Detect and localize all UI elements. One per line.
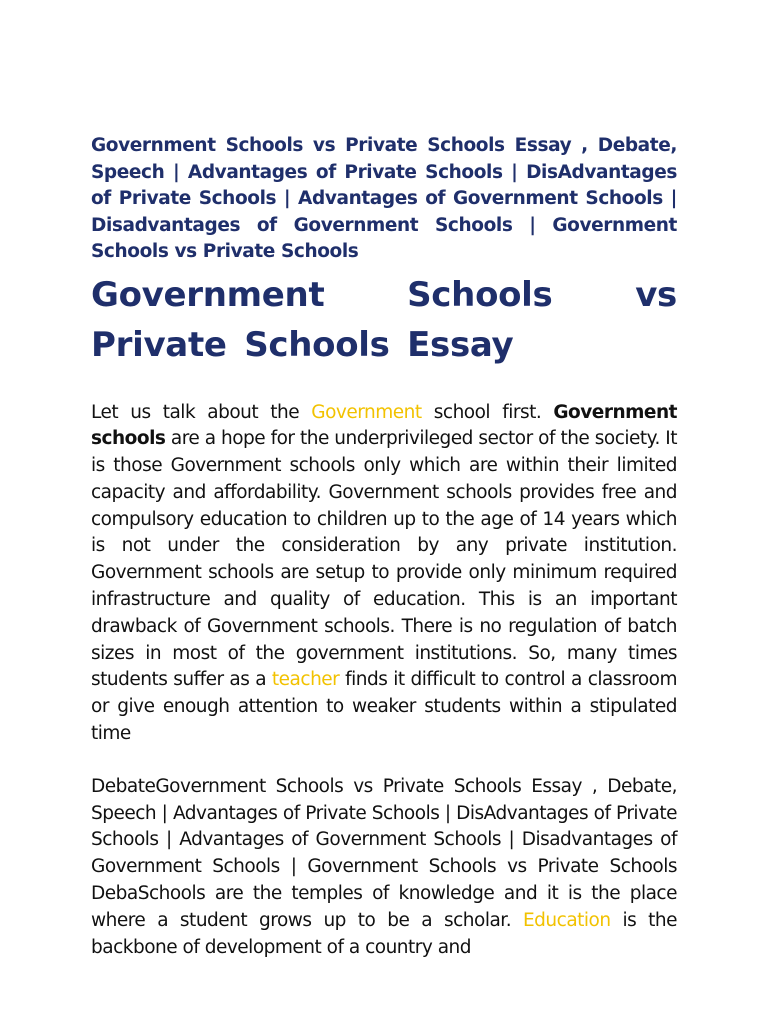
paragraph1-text-4: finds it difficult to control a classroom or give enough attention to weaker students within a stipulated time — [91, 669, 677, 745]
education-link[interactable]: Education — [522, 909, 611, 931]
paragraph2-text-2: is the backbone of development of a country and — [91, 909, 677, 958]
subtitle-heading: Government Schools vs Private Schools Essay , Debate, Speech | Advantages of Private Schools | DisAdvantages of Private Schools | Advantages of Government Schools | Disadvantages of Government Schools | Government Schools vs Private Schools — [91, 135, 677, 262]
paragraph-debate — [91, 774, 677, 962]
paragraph1-text-1: Let us talk about the — [91, 401, 312, 423]
government-link[interactable]: Government — [311, 401, 422, 423]
paragraph1-text-2: school first. — [421, 401, 554, 423]
paragraph2-text-1: DebateGovernment Schools vs Private Schools Essay , Debate, Speech | Advantages of Private Schools | DisAdvantages of Private Schools | Advantages of Government Schools | Disadvantages of Government Schools | Government Schools vs Private Schools DebaSchools are the temples of knowledge and it is the place where a student grows up to be a scholar. — [91, 775, 677, 931]
teacher-link[interactable]: teacher — [271, 669, 340, 691]
paragraph1-bold-text: Government schools — [91, 401, 677, 450]
document-page — [91, 133, 677, 961]
page-title: Government Schools vs Private Schools Essay — [91, 274, 677, 365]
paragraph1-text-3: are a hope for the underprivileged sector of the society. It is those Government schools only which are within their limited capacity and affordability. Government schools provides free and compulsory education to children up to the age of 14 years which is not under the consideration by any private institution. Government schools are setup to provide only minimum required infrastructure and quality of education. This is an important drawback of Government schools. There is no regulation of batch sizes in most of the government institutions. So, many times students suffer as a — [91, 428, 677, 691]
paragraph-government-schools — [91, 400, 677, 748]
